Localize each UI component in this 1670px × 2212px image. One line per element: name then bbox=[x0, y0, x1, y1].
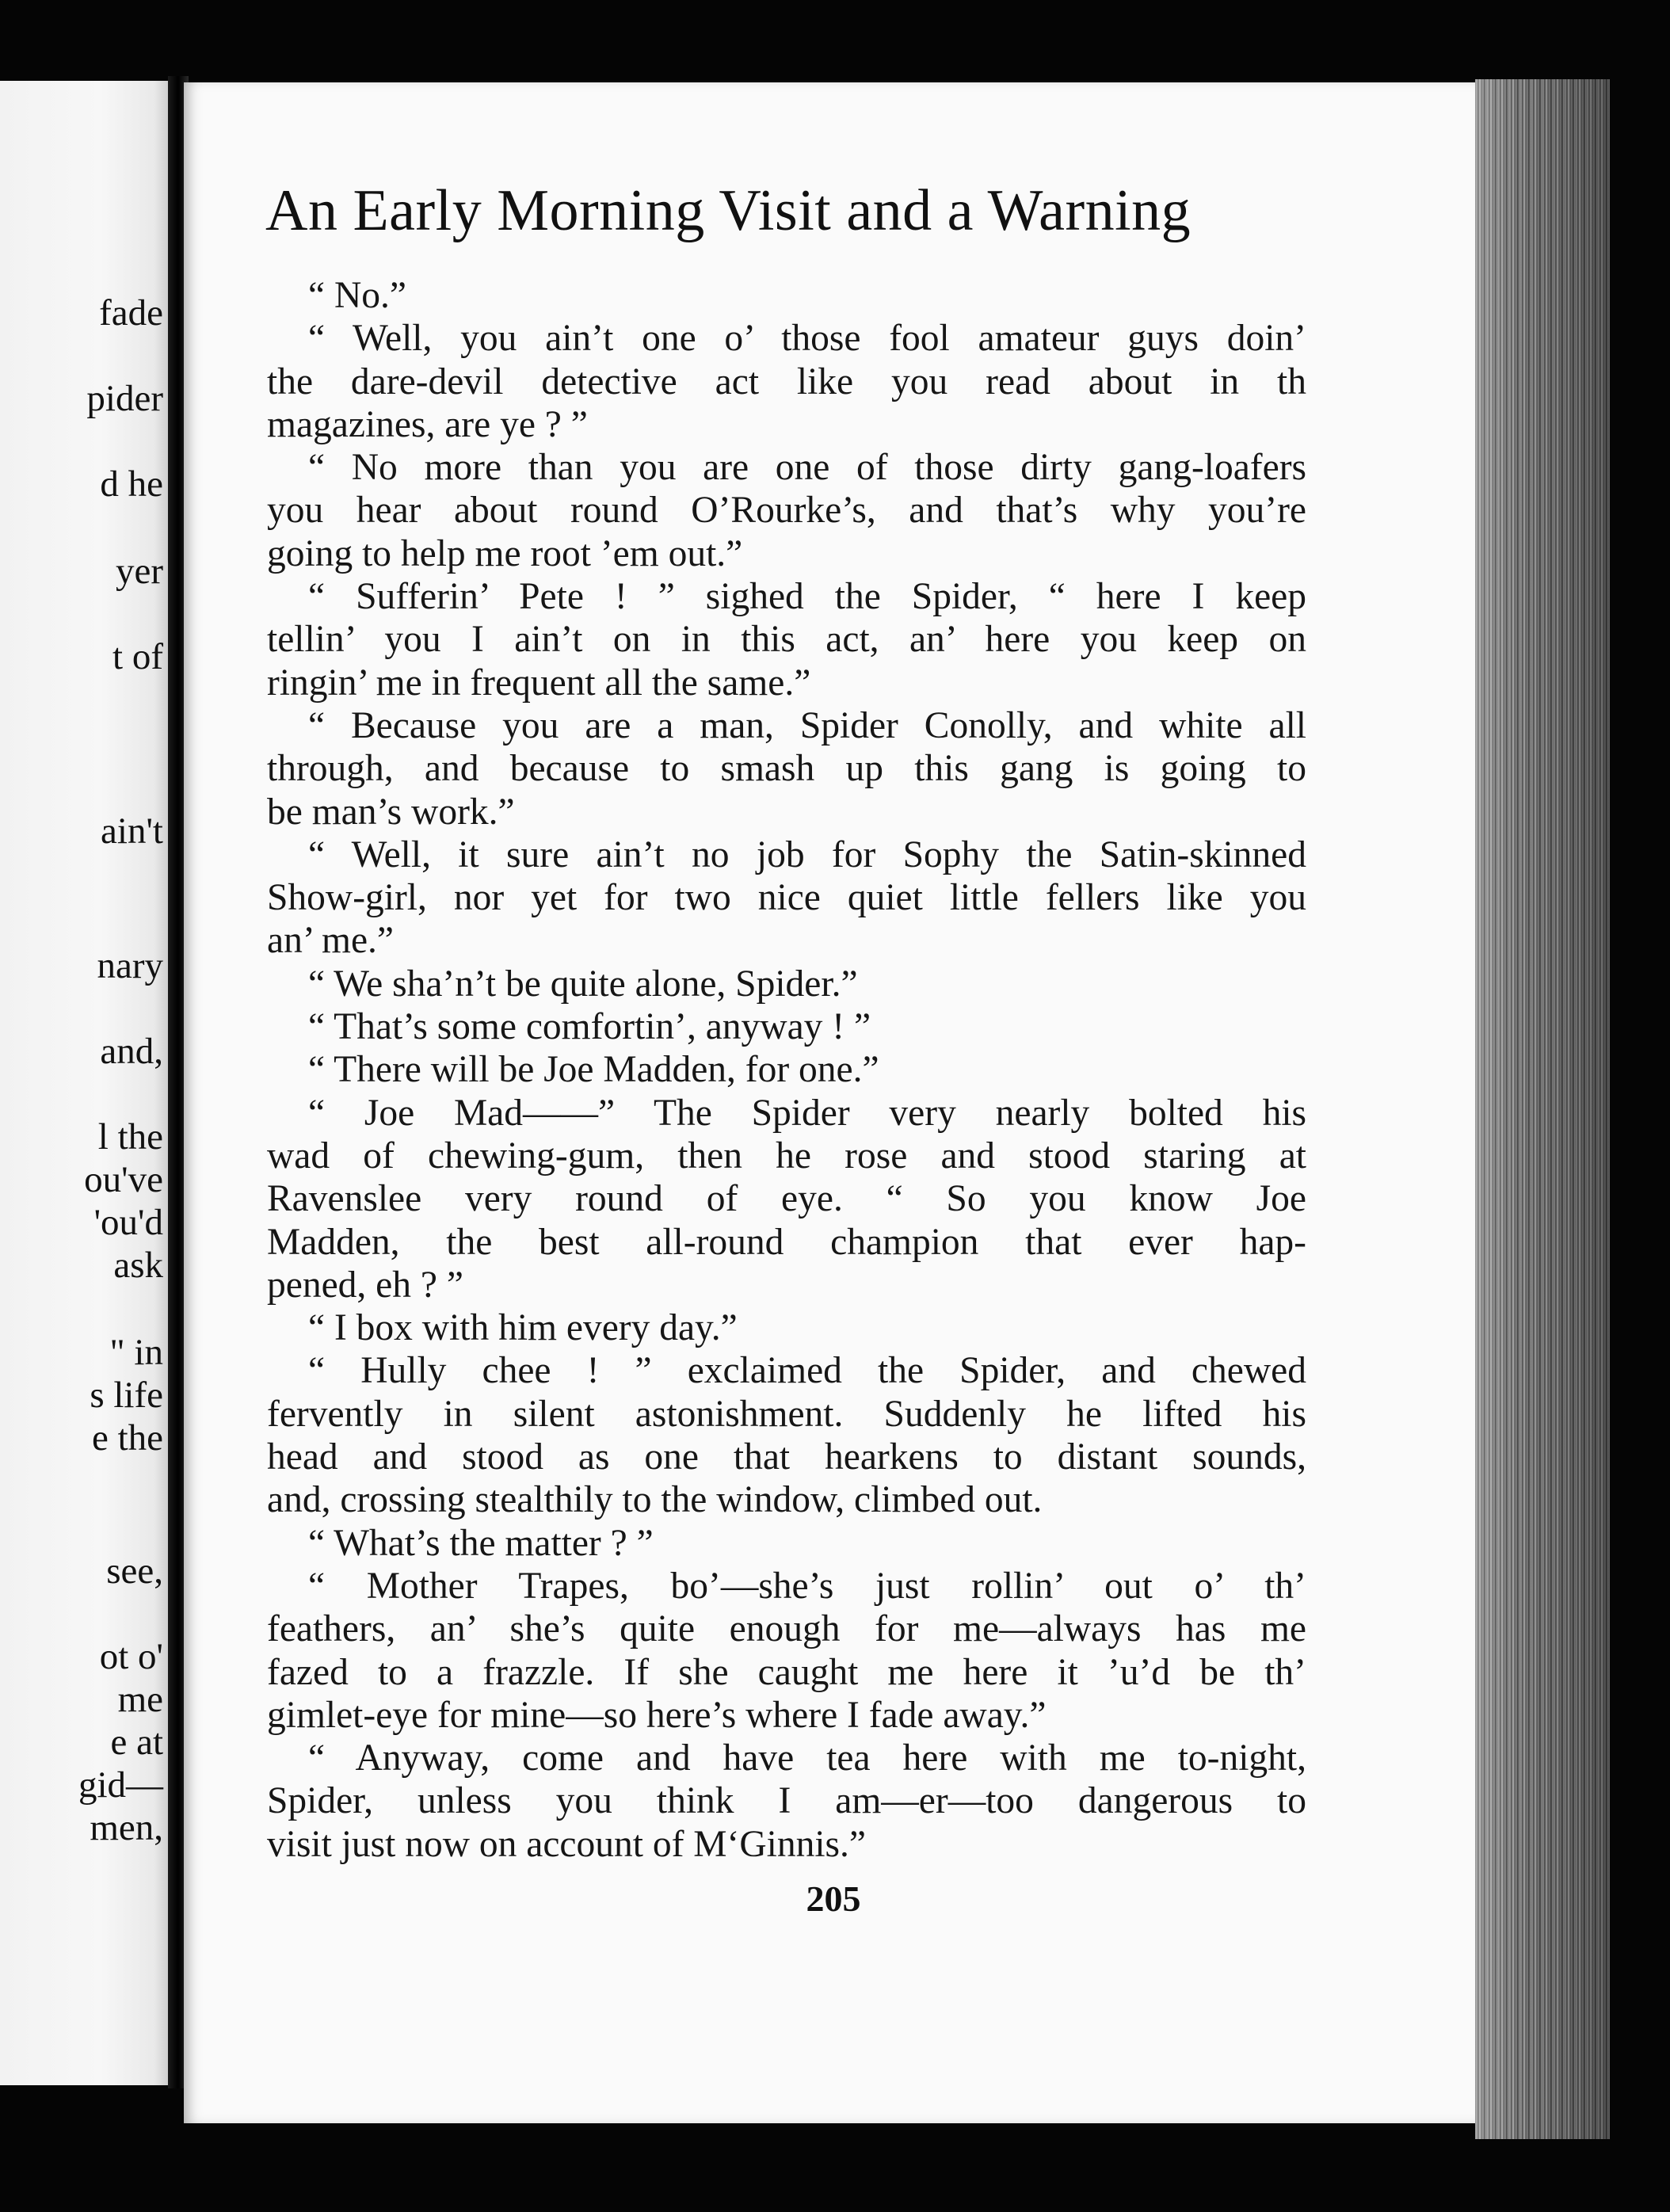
facing-page-fragment: ain't bbox=[101, 810, 163, 852]
text-line: “ Mother Trapes, bo’—she’s just rollin’ out o’ th’ bbox=[308, 1565, 1306, 1607]
facing-page-fragment: me bbox=[117, 1679, 163, 1720]
text-line: Show-girl, nor yet for two nice quiet little fellers like you bbox=[267, 877, 1306, 919]
facing-page-fragment: gid— bbox=[78, 1764, 163, 1806]
text-line: “ Well, it sure ain’t no job for Sophy the Satin-skinned bbox=[308, 833, 1306, 875]
facing-page-fragment: and, bbox=[100, 1031, 163, 1072]
text-line: going to help me root ’em out.” bbox=[267, 532, 743, 574]
text-line: gimlet-eye for mine—so here’s where I fade away.” bbox=[267, 1694, 1047, 1736]
facing-page-fragment: ask bbox=[113, 1245, 163, 1286]
text-line: wad of chewing-gum, then he rose and stood staring at bbox=[267, 1135, 1306, 1177]
text-line: tellin’ you I ain’t on in this act, an’ here you keep on bbox=[267, 619, 1306, 661]
text-line: “ We sha’n’t be quite alone, Spider.” bbox=[308, 963, 858, 1005]
facing-page-fragment: ot o' bbox=[99, 1636, 163, 1677]
facing-page-fragment: yer bbox=[115, 551, 163, 592]
text-line: “ Well, you ain’t one o’ those fool amateur guys doin’ bbox=[308, 318, 1306, 360]
text-line: head and stood as one that hearkens to distant sounds, bbox=[267, 1436, 1306, 1478]
text-line: “ Sufferin’ Pete ! ” sighed the Spider, “ here I keep bbox=[308, 576, 1306, 618]
text-line: “ Hully chee ! ” exclaimed the Spider, and chewed bbox=[308, 1350, 1306, 1392]
text-line: “ Joe Mad——” The Spider very nearly bolted his bbox=[308, 1092, 1306, 1134]
text-line: “ There will be Joe Madden, for one.” bbox=[308, 1049, 879, 1091]
facing-page-fragment: nary bbox=[97, 945, 163, 986]
text-line: Ravenslee very round of eye. “ So you know Joe bbox=[267, 1178, 1306, 1220]
facing-page-fragment: t of bbox=[112, 636, 163, 677]
page-number bbox=[0, 1878, 1670, 1920]
facing-page-fragment: e at bbox=[110, 1722, 163, 1763]
facing-page-fragment: ou've bbox=[84, 1159, 163, 1200]
text-line: magazines, are ye ? ” bbox=[267, 403, 588, 445]
facing-page-fragment: l the bbox=[97, 1116, 163, 1157]
text-line: “ Because you are a man, Spider Conolly, and white all bbox=[308, 704, 1306, 746]
page-number-text: 205 bbox=[806, 1878, 861, 1919]
facing-page-fragment: " in bbox=[109, 1332, 163, 1373]
text-line: Madden, the best all-round champion that ever hap- bbox=[267, 1221, 1306, 1263]
facing-page-fragment: 'ou'd bbox=[93, 1202, 163, 1243]
text-line: you hear about round O’Rourke’s, and that’s why you’re bbox=[267, 490, 1306, 532]
facing-page-fragment: pider bbox=[86, 378, 163, 419]
facing-page-fragment: men, bbox=[90, 1807, 163, 1848]
facing-page-fragment: s life bbox=[90, 1375, 163, 1416]
text-line: fervently in silent astonishment. Suddenly he lifted his bbox=[267, 1393, 1306, 1435]
text-line: feathers, an’ she’s quite enough for me—always has me bbox=[267, 1608, 1306, 1650]
facing-page-fragment: fade bbox=[99, 292, 163, 334]
facing-page-fragment: e the bbox=[91, 1417, 163, 1459]
text-line: the dare-devil detective act like you read about in th bbox=[267, 360, 1306, 402]
text-line: visit just now on account of M‘Ginnis.” bbox=[267, 1823, 866, 1865]
text-line: “ I box with him every day.” bbox=[308, 1307, 738, 1349]
body-text bbox=[267, 274, 1306, 1866]
running-head: An Early Morning Visit and a Warning bbox=[265, 178, 1191, 243]
text-line: Spider, unless you think I am—er—too dangerous to bbox=[267, 1780, 1306, 1822]
text-line: “ That’s some comfortin’, anyway ! ” bbox=[308, 1006, 871, 1048]
text-line: through, and because to smash up this gang is going to bbox=[267, 748, 1306, 790]
page-fore-edge-shade bbox=[1475, 79, 1610, 2139]
text-line: ringin’ me in frequent all the same.” bbox=[267, 662, 811, 704]
text-line: be man’s work.” bbox=[267, 791, 515, 833]
facing-page-fragment: see, bbox=[106, 1550, 163, 1592]
text-line: “ Anyway, come and have tea here with me to-night, bbox=[308, 1737, 1306, 1779]
text-line: an’ me.” bbox=[267, 920, 394, 962]
text-line: “ No more than you are one of those dirty gang-loafers bbox=[308, 447, 1306, 489]
text-line: “ What’s the matter ? ” bbox=[308, 1522, 654, 1564]
text-line: pened, eh ? ” bbox=[267, 1264, 463, 1306]
text-line: fazed to a frazzle. If she caught me here it ’u’d be th’ bbox=[267, 1651, 1306, 1693]
text-line: “ No.” bbox=[308, 275, 406, 316]
facing-page-left bbox=[0, 81, 168, 2085]
facing-page-fragment: d he bbox=[100, 463, 163, 505]
text-line: and, crossing stealthily to the window, climbed out. bbox=[267, 1479, 1043, 1521]
